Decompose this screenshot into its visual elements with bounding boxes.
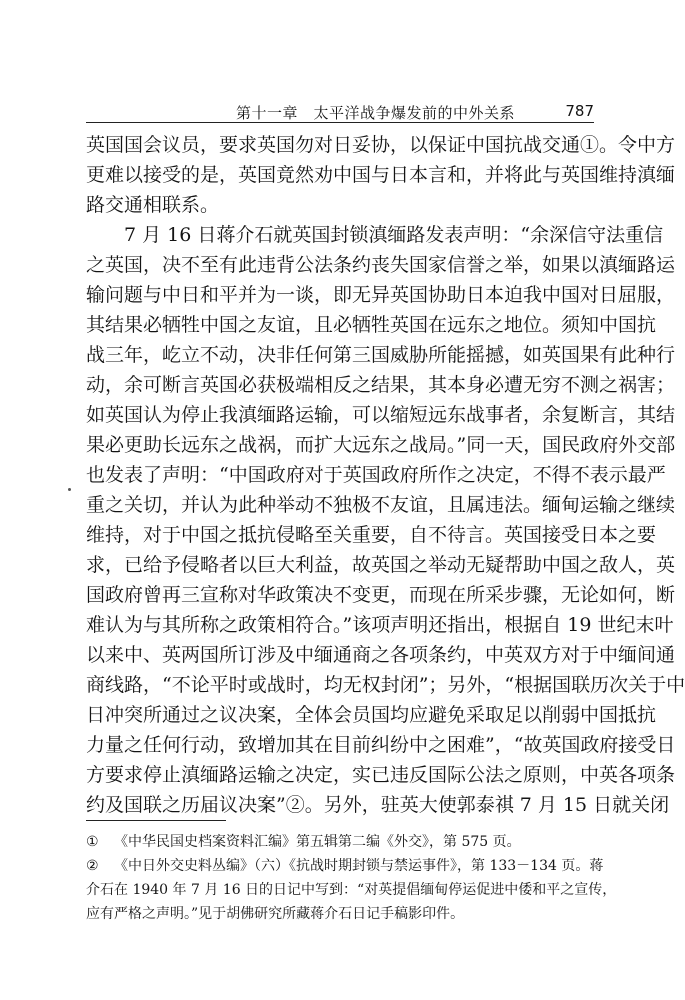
text-line: 7 月 16 日蒋介石就英国封锁滇缅路发表声明：“余深信守法重信 (124, 224, 664, 246)
text-line: 维持，对于中国之抵抗侵略至关重要，自不待言。英国接受日本之要 (86, 524, 657, 546)
footnote-line (86, 830, 594, 854)
footnote-rule (86, 820, 226, 821)
chapter-title: 第十一章 太平洋战争爆发前的中外关系 (236, 104, 516, 122)
footnote-text: 《中华民国史档案资料汇编》第五辑第二编《外交》，第 575 页。 (114, 834, 521, 850)
text-line: 路交通相联系。 (86, 194, 220, 216)
footnote-mark: ② (86, 858, 99, 874)
header-rule (86, 122, 594, 123)
footnote-mark: ① (86, 834, 99, 850)
running-header (86, 102, 594, 122)
page-number: 787 (565, 102, 594, 120)
body-text (86, 130, 685, 820)
text-line: 其结果必牺牲中国之友谊，且必牺牲英国在远东之地位。须知中国抗 (86, 314, 657, 336)
text-line: 难认为与其所称之政策相符合。”该项声明还指出，根据自 19 世纪末叶 (86, 614, 674, 636)
text-line: 英国国会议员，要求英国勿对日妥协，以保证中国抗战交通①。令中方 (86, 134, 676, 156)
text-line: 果必更助长远东之战祸，而扩大远东之战局。”同一天，国民政府外交部 (86, 434, 676, 456)
footnote-line (86, 854, 604, 878)
text-line: 国政府曾再三宣称对华政策决不变更，而现在所采步骤，无论如何，断 (86, 584, 676, 606)
text-line: 输问题与中日和平并为一谈，即无异英国协助日本迫我中国对日屈服， (86, 284, 676, 306)
text-line: 动，余可断言英国必获极端相反之结果，其本身必遭无穷不测之祸害； (86, 374, 676, 396)
footnote-line: 应有严格之声明。”见于胡佛研究所藏蒋介石日记手稿影印件。 (86, 906, 465, 922)
text-line: 之英国，决不至有此违背公法条约丧失国家信誉之举，如果以滇缅路运 (86, 254, 676, 276)
footnote-line: 介石在 1940 年 7 月 16 日的日记中写到：“对英提倡缅甸停运促进中倭和平之宣传， (86, 882, 617, 898)
text-line: 方要求停止滇缅路运输之决定，实已违反国际公法之原则，中英各项条 (86, 764, 676, 786)
text-line: 也发表了声明：“中国政府对于英国政府所作之决定，不得不表示最严 (86, 464, 666, 486)
text-line: 更难以接受的是，英国竟然劝中国与日本言和，并将此与英国维持滇缅 (86, 164, 676, 186)
text-line: 求，已给予侵略者以巨大利益，故英国之举动无疑帮助中国之敌人，英 (86, 554, 676, 576)
footnotes (86, 830, 617, 926)
text-line: 约及国联之历届议决案”②。另外，驻英大使郭泰祺 7 月 15 日就关闭 (86, 794, 670, 816)
text-line: 如英国认为停止我滇缅路运输，可以缩短远东战事者，余复断言，其结 (86, 404, 676, 426)
text-line: 日冲突所通过之议决案，全体会员国均应避免采取足以削弱中国抵抗 (86, 704, 657, 726)
text-line: 以来中、英两国所订涉及中缅通商之各项条约，中英双方对于中缅间通 (86, 644, 676, 666)
text-line: 商线路，“不论平时或战时，均无权封闭”；另外，“根据国联历次关于中 (86, 674, 685, 696)
text-line: 战三年，屹立不动，决非任何第三国威胁所能摇撼，如英国果有此种行 (86, 344, 676, 366)
text-line: 重之关切，并认为此种举动不独极不友谊，且属违法。缅甸运输之继续 (86, 494, 676, 516)
margin-mark (68, 488, 71, 491)
footnote-text: 《中日外交史料丛编》（六）《抗战时期封锁与禁运事件》，第 133－134 页。蒋 (114, 858, 604, 874)
text-line: 力量之任何行动，致增加其在目前纠纷中之困难”，“故英国政府接受日 (86, 734, 676, 756)
